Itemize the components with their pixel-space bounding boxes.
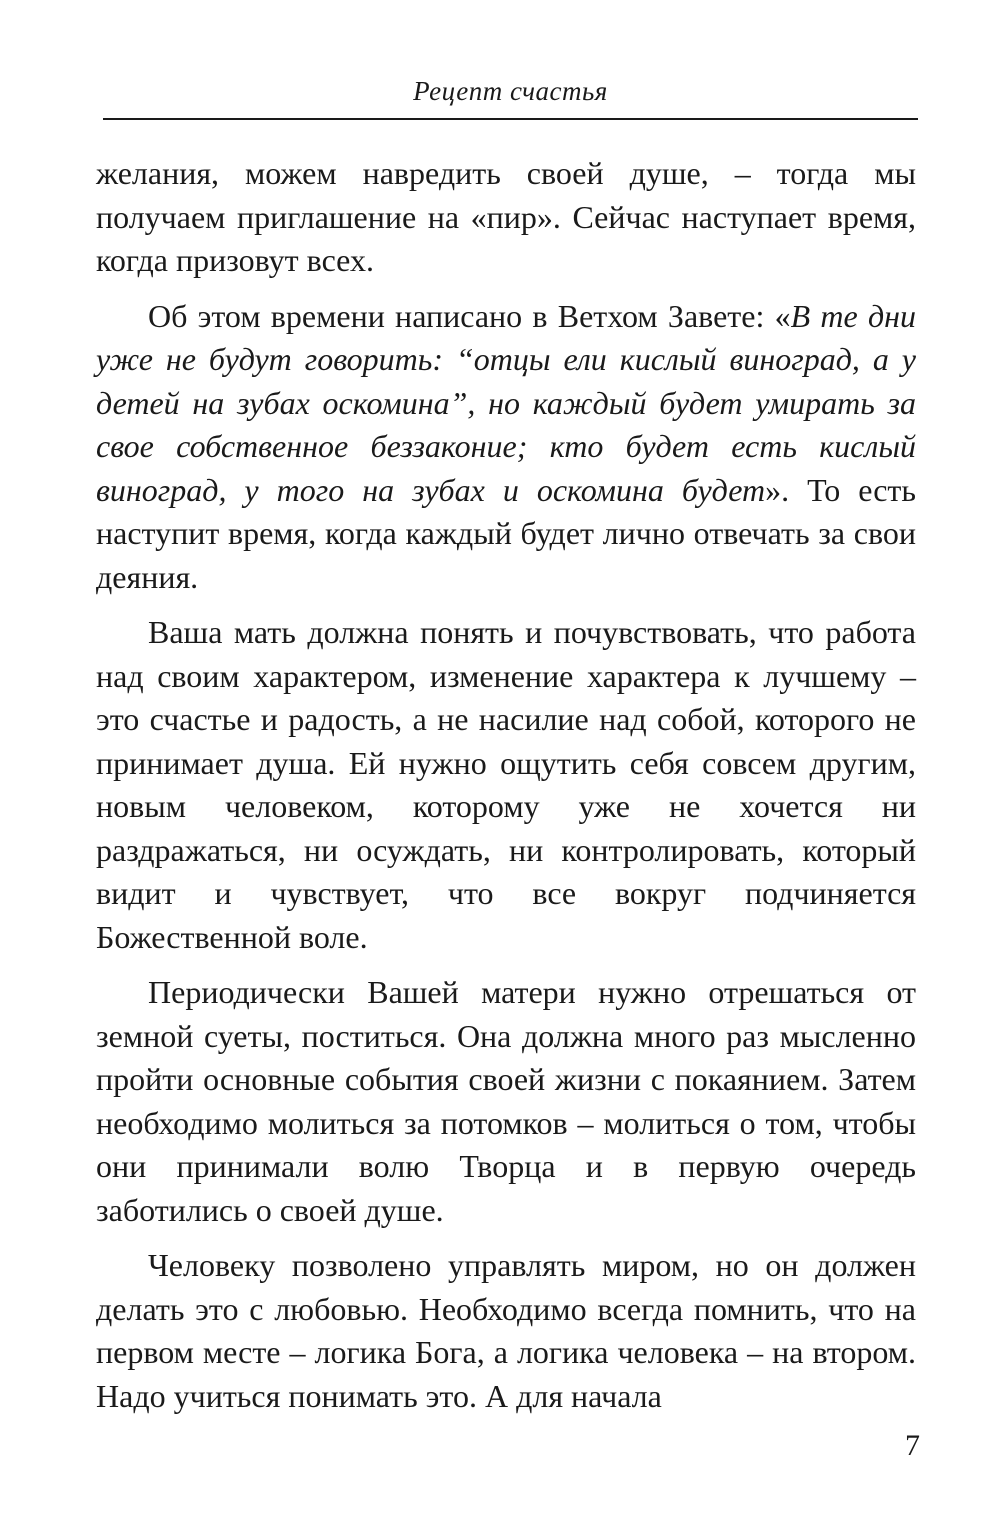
header-rule [103, 118, 918, 120]
paragraph-2-quote: В те дни уже не будут говорить: “отцы ели кислый виноград, а у детей на зубах оскомина”, но каждый будет умирать за свое собственное беззаконие; кто будет есть кислый виноград, у того на зубах и оскомина будет [96, 297, 917, 508]
paragraph-5: Человеку позволено управлять миром, но он должен делать это с любовью. Необходимо всегда помнить, что на первом месте – логика Бога, а логика человека – на втором. Надо учиться понимать это. А для начала [96, 1247, 916, 1414]
paragraph-2-lead: Об этом времени написано в Ветхом Завете: « [148, 297, 791, 334]
paragraph-1: желания, можем навредить своей душе, – тогда мы получаем приглашение на «пир». Сейчас наступает время, когда призовут всех. [96, 155, 916, 278]
paragraph-4: Периодически Вашей матери нужно отрешаться от земной суеты, поститься. Она должна много раз мысленно пройти основные события своей жизни с покаянием. Затем необходимо молиться за потомков – молиться о том, чтобы они принимали волю Творца и в первую очередь заботились о своей душе. [96, 974, 916, 1228]
paragraph-2-tail: ». То есть наступит время, когда каждый будет лично отвечать за свои деяния. [96, 471, 917, 595]
running-head-title: Рецепт счастья [413, 76, 608, 106]
paragraph-2 [96, 295, 916, 600]
body-text [96, 152, 916, 1419]
paragraph-3: Ваша мать должна понять и почувствовать, что работа над своим характером, изменение характера к лучшему – это счастье и радость, а не насилие над собой, которого не принимает душа. Ей нужно ощутить себя совсем другим, новым человеком, которому уже не хочется ни раздражаться, ни осуждать, ни контролировать, который видит и чувствует, что все вокруг подчиняется Божественной воле. [96, 614, 916, 955]
page-number: 7 [905, 1429, 920, 1462]
